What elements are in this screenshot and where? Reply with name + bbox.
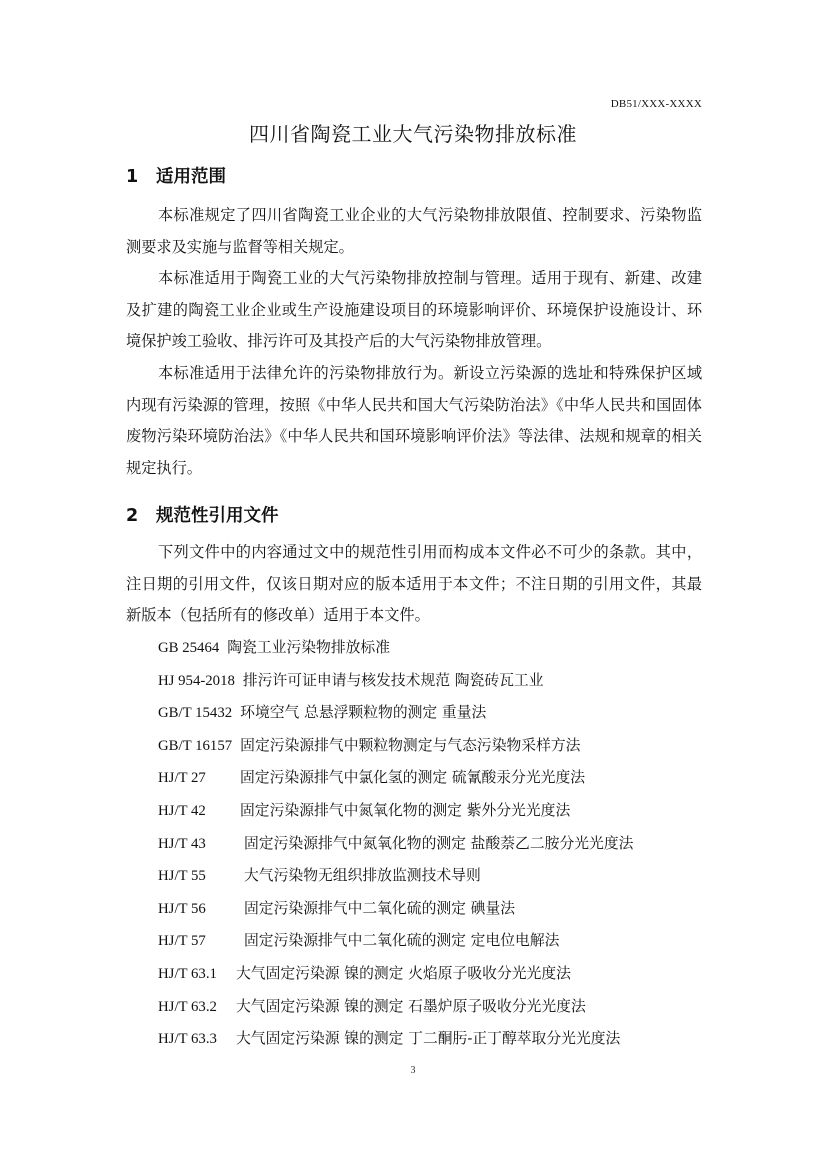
reference-code: HJ/T 42 — [158, 802, 206, 819]
reference-code: HJ/T 63.1 — [158, 965, 217, 982]
reference-item — [158, 762, 633, 795]
reference-item — [158, 860, 633, 893]
reference-code: HJ/T 57 — [158, 933, 206, 950]
reference-title: 环境空气 总悬浮颗粒物的测定 重量法 — [240, 704, 487, 722]
reference-title: 固定污染源排气中二氧化硫的测定 碘量法 — [244, 899, 516, 917]
reference-code: GB/T 16157 — [158, 737, 233, 754]
reference-code: GB 25464 — [158, 640, 220, 656]
section-number: 1 — [126, 167, 139, 187]
reference-title: 大气固定污染源 镍的测定 石墨炉原子吸收分光光度法 — [236, 997, 586, 1015]
reference-title: 排污许可证申请与核发技术规范 陶瓷砖瓦工业 — [242, 671, 544, 689]
reference-item — [158, 697, 633, 730]
reference-title: 固定污染源排气中颗粒物测定与气态污染物采样方法 — [240, 736, 581, 754]
scope-paragraph-3: 本标准适用于法律允许的污染物排放行为。新设立污染源的选址和特殊保护区域内现有污染源的管理，按照《中华人民共和国大气污染防治法》《中华人民共和国固体废物污染环境防治法》《中华人民共和国环境影响评价法》等法律、法规和规章的相关规定执行。 — [126, 364, 702, 478]
reference-title: 大气污染物无组织排放监测技术导则 — [244, 867, 481, 885]
reference-item — [158, 730, 633, 763]
section-heading-scope — [126, 163, 226, 188]
reference-title: 固定污染源排气中二氧化硫的测定 定电位电解法 — [244, 932, 560, 950]
reference-item — [158, 632, 633, 665]
reference-title: 大气固定污染源 镍的测定 丁二酮肟-正丁醇萃取分光光度法 — [236, 1030, 621, 1048]
page-number: 3 — [410, 1065, 416, 1076]
reference-code: HJ/T 56 — [158, 900, 206, 917]
reference-item — [158, 828, 633, 861]
document-title: 四川省陶瓷工业大气污染物排放标准 — [249, 122, 577, 146]
reference-code: HJ/T 27 — [158, 770, 206, 787]
reference-item — [158, 925, 633, 958]
reference-title: 陶瓷工业污染物排放标准 — [227, 639, 391, 656]
reference-title: 大气固定污染源 镍的测定 火焰原子吸收分光光度法 — [236, 964, 571, 982]
reference-code: HJ/T 43 — [158, 835, 206, 852]
reference-item — [158, 991, 633, 1024]
section-number: 2 — [126, 506, 139, 526]
references-intro-paragraph: 下列文件中的内容通过文中的规范性引用而构成本文件必不可少的条款。其中，注日期的引用文件，仅该日期对应的版本适用于本文件；不注日期的引用文件，其最新版本（包括所有的修改单）适用于本文件。 — [126, 543, 702, 625]
reference-code: HJ 954-2018 — [158, 672, 235, 689]
reference-item — [158, 795, 633, 828]
reference-title: 固定污染源排气中氯化氢的测定 硫氰酸汞分光光度法 — [240, 769, 586, 787]
scope-paragraph-2: 本标准适用于陶瓷工业的大气污染物排放控制与管理。适用于现有、新建、改建及扩建的陶瓷工业企业或生产设施建设项目的环境影响评价、环境保护设施设计、环境保护竣工验收、排污许可及其投产后的大气污染物排放管理。 — [126, 269, 702, 351]
standard-code: DB51/XXX-XXXX — [610, 98, 702, 110]
reference-item — [158, 958, 633, 991]
reference-code: HJ/T 63.2 — [158, 998, 217, 1015]
reference-item — [158, 1023, 633, 1056]
reference-item — [158, 665, 633, 698]
reference-code: HJ/T 55 — [158, 868, 206, 885]
scope-paragraph-1: 本标准规定了四川省陶瓷工业企业的大气污染物排放限值、控制要求、污染物监测要求及实施与监督等相关规定。 — [126, 206, 702, 256]
reference-item — [158, 893, 633, 926]
reference-code: GB/T 15432 — [158, 705, 233, 722]
section-heading-normative-references — [126, 502, 279, 527]
section-title: 规范性引用文件 — [156, 506, 279, 526]
reference-title: 固定污染源排气中氮氧化物的测定 紫外分光光度法 — [240, 801, 571, 819]
reference-title: 固定污染源排气中氮氧化物的测定 盐酸萘乙二胺分光光度法 — [244, 834, 634, 852]
reference-list — [158, 632, 633, 1056]
reference-code: HJ/T 63.3 — [158, 1031, 217, 1048]
section-title: 适用范围 — [156, 167, 226, 187]
